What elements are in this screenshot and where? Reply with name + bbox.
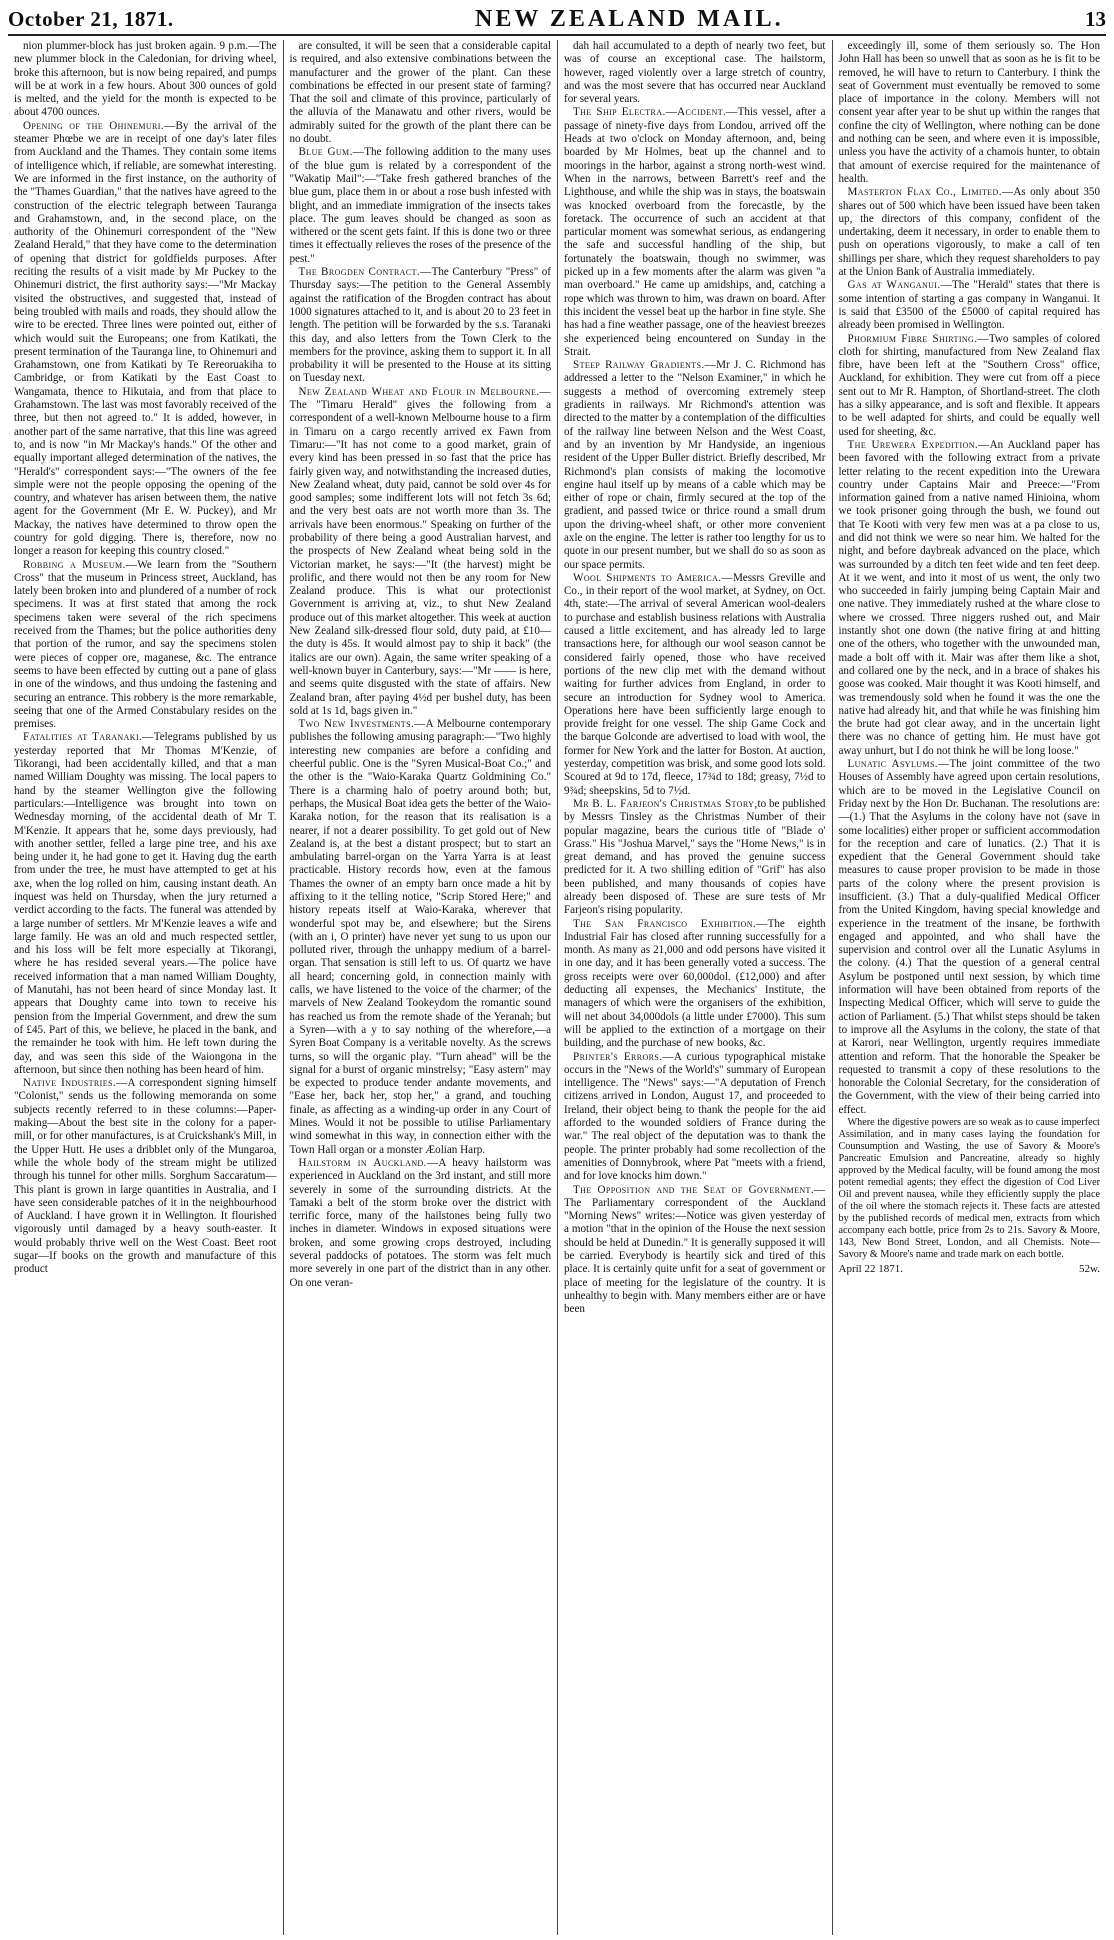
article-heading: Mr B. L. Farjeon's Christmas Story, (573, 797, 758, 810)
article-paragraph (290, 386, 552, 718)
article-heading: Fatalities at Taranaki.— (23, 731, 154, 744)
article-text: By the arrival of the steamer Phœbe we are in receipt of one day's later files from Auckland and the Thames. They contain some items of intelligence which, if reliable, are somewhat interesting. We are informed in the first instance, on the authority of the "Thames Guardian," that the natives have agreed to the construction of the electric telegraph between Tauranga and Grahamstown, and, in the second place, on the authority of the Ohinemuri correspondent of the "New Zealand Herald," that they have come to the determination of opening that district for goldfields purposes. After reciting the results of a visit made by Mr Puckey to the Ohinemuri district, the first authority says:—"Mr Mackay visited the obstructives, and suggested that, instead of being troubled with mails and roads, they should allow the wire to be erected. Three lines were pointed out, either of which would suit the Europeans; one from Katikati, the present termination of the Tauranga line, to Ohinemuri and Grahamstown, one from Katikati by Te Rereoruakiha to Cambridge, or from Katikati by the East Coast to Wangamata, thence to Hikutaia, and from that place to Grahamstown. The last was most favorably received of the three, but then not agreed to." It is added, however, in another part of the same narrative, that this line was agreed to, and is now "in Mr Mackay's hands." Of the other and equally important alleged determination of the natives, the "Herald's" correspondent says:—"The owners of the fee simple were not the people opposing the opening of the country, and whatever has arisen between them, the native agent for the Government (Mr E. W. Puckey), and Mr Mackay, the natives have determined to throw open the country for gold digging. There is, therefore, now no longer a reason for keeping this country closed." (14, 119, 277, 558)
article-paragraph (564, 359, 826, 572)
article-heading: The Ship Electra.—Accident.— (573, 106, 738, 119)
column-3 (557, 40, 832, 1935)
article-text: Telegrams published by us yesterday reported that Mr Thomas M'Kenzie, of Tikorangi, had been accidentally killed, and that a man named William Doughty was missing. The local papers to hand by the steamer Wellington give the following particulars:—Intelligence was brought into town on Wednesday morning, of the accidental death of Mr T. M'Kenzie. It appears that he, some days previously, had with another settler, felled a large pine tree, and his axe being under it, he had gone to get it. Having dug the earth from under the tree, he must have attempted to get at his axe, when the log rolled on him, causing instant death. An inquest was held on Thursday, when the jury returned a verdict according to the facts. The funeral was attended by a large number of settlers. Mr M'Kenzie leaves a wife and large family. He was an old and much respected settler, and his loss will be felt more especially at Tikorangi, where he has resided several years.—The police have received information that a man named William Doughty, of Manutahi, has not been heard of since Monday last. It appears that Doughty came into town to receive his pension from the Imperial Government, and drew the sum of £45. Part of this, we believe, he placed in the bank, and the remainder he took with him. He left town during the day, and was seen this side of the Waiongona in the afternoon, but since then nothing has been heard of him. (14, 731, 277, 1076)
article-text: nion plummer-block has just broken again. 9 p.m.—The new plummer block in the Caledonian, for driving wheel, broke this afternoon, but is now being repaired, and pumps will be at work in a few hours. About 300 ounces of gold is melted, and the yield for the month is expected to be about 4700 ounces. (14, 40, 277, 119)
article-heading: New Zealand Wheat and Flour in Melbourne.— (298, 385, 551, 398)
article-heading: Blue Gum.— (298, 146, 365, 159)
article-paragraph (14, 559, 277, 732)
article-text: Messrs Greville and Co., in their report of the wool market, at Sydney, on Oct. 4th, state:—The arrival of several American wool-dealers to purchase and establish business relations with Australia caused a little excitement, and has already led to large transactions here, for although our wool season cannot be considered fairly opened, those who have received portions of the new clip met with the demand without waiting for further advices from England, in order to secure an introduction for Sydney wool to America. Operations here have been sufficiently large enough to provide freight for one vessel. The ship Game Cock and the barque Golconde are advertised to load with wool, the former for New York and the latter for Boston. At auction, yesterday, competition was brisk, and some good lots sold. Scoured at 9d to 17d, fleece, 17¾d to 18d; greasy, 7½d to 9¾d; sheepskins, 5d to 7½d. (564, 571, 826, 797)
article-paragraph (290, 718, 552, 1157)
article-paragraph (564, 572, 826, 798)
article-text: As only about 350 shares out of 500 which have been issued have been taken up, the directors of this company, confident of the undertaking, deem it necessary, in order to enable them to push on operations vigorously, to make a call of ten shillings per share, which they request shareholders to pay at the Union Bank of Australia immediately. (838, 186, 1100, 279)
article-paragraph (290, 266, 552, 386)
article-text: A heavy hailstorm was experienced in Auckland on the 3rd instant, and still more severely in some of the surrounding districts. At the Tamaki a belt of the storm broke over the district with terrific force, many of the hailstones being fully two inches in diameter. Windows in exposed situations were broken, and some growing crops destroyed, including several paddocks of potatoes. The storm was felt much more severely in one part of the district than in any other. On one veran- (289, 1156, 551, 1289)
article-paragraph (564, 798, 826, 918)
article-paragraph (564, 918, 826, 1051)
article-heading: Robbing a Museum.— (23, 558, 138, 571)
article-heading: Native Industries.— (23, 1077, 128, 1090)
page-number: 13 (1085, 6, 1106, 31)
article-text: The following addition to the many uses of the blue gum is related by a correspondent of the "Wakatip Mail":—"Take fresh gathered branches of the blue gum, place them in or about a rose bush infested with blight, and an immediate immigration of the insects takes place. The gum leaves should be changed as soon as withered or the scent gets faint. If this is done two or three times it effectually relieves the roses of the presence of the pest." (289, 146, 551, 265)
column-1 (8, 40, 283, 1935)
article-text: dah hail accumulated to a depth of nearly two feet, but was of course an exceptional case. The hailstorm, however, raged violently over a large stretch of country, and was the most severe that has occurred near Auckland for several years. (564, 40, 826, 106)
article-text: The eighth Industrial Fair has closed after running successfully for a month. As many as 21,000 and odd persons have visited it in one day, and it has been generally voted a success. The gross receipts were over 60,000dol. (£12,000) and after deducting all expenses, the Mechanics' Institute, the managers of which were the organisers of the exhibition, will net about 34,000dols (a little under £7000). This sum will be applied to the extinction of a mortgage on their building, and the purchase of new books, &c. (564, 917, 826, 1050)
article-heading: Phormium Fibre Shirting.— (847, 332, 989, 345)
advertisement-code: 52w. (1079, 1263, 1100, 1276)
article-paragraph (839, 186, 1101, 279)
article-text: Mr J. C. Richmond has addressed a letter to the "Nelson Examiner," in which he suggests a method of overcoming extremely steep gradients in railways. Mr Richmond's attention was directed to the matter by a contemplation of the difficulties of the railway line between Nelson and the West Coast, and by an invention by Mr Handyside, an ingenious resident of the Upper Buller district. Briefly described, Mr Richmond's plan consists of making the locomotive engine haul itself up by means of a cable which may be either of rope or chain, firmly secured at the top of the gradient, and passed twice or thrice round a small drum upon the driving-wheel shaft, or other more convenient axle on the engine. The letter is rather too lengthy for us to quote in our present number, but we shall do so as soon as our space permits. (564, 359, 826, 571)
column-4 (832, 40, 1107, 1935)
article-text: A Melbourne contemporary publishes the following amusing paragraph:—"Two highly interesting new companies are before a confiding and cheerful public. One is the "Syren Musical-Boat Co.;" and the other is the "Waio-Karaka Quartz Goldmining Co." There is a charming halo of poetry around both; but, perhaps, the Musical Boat idea gets the better of the Waio-Karaka notion, for the reason that its realisation is a nearer, if not a dearer possibility. To get gold out of New Zealand is, at the best a distant prospect; but to start an ambulating barrel-organ on the Yarra Yarra is at least practicable. History records how, even at the famous Thames the owner of an empty barn once made a hit by affixing to it the telling notice, "Scrip Stored Here;" and history repeats itself at Waio-Karaka, wherever that wonderful spot may be, and elsewhere; but the Sirens (with an i, O printer) have never yet sung to us upon our polluted river, through the unhappy medium of a barrel-organ. That sensation is still left to us. Of quartz we have all heard; concerning gold, in connection mainly with calls, we have listened to the voice of the charmer; of the marvels of New Zealand Tookeydom the romantic sound has reached us from the remote shade of the Yeranah; but a Syren—with a y to say nothing of the wherefore,—a Syren Boat Company is a veritable novelty. As the screws turns, so will the organic play. "Turn ahead" will be the signal for a burst of organic minstrelsy; "Easy astern" may be expected to produce tender andante movements, and "Ease her, back her, stop her," a grand, and touching finale, as affecting as a winding-up order in any Court of Mines. Would it not be possible to utilise Parliamentary wind somewhat in this way, in connection either with the Town Hall organ or a monster Æolian Harp. (289, 718, 551, 1156)
article-paragraph (564, 1051, 826, 1184)
article-heading: Printer's Errors.— (573, 1050, 674, 1063)
article-text: The joint committee of the two Houses of Assembly have agreed upon certain resolutions, which are to be moved in the Legislative Council on Friday next by the Hon Dr. Buchanan. The resolutions are:—(1.) That the Asylums in the colony have not (save in some localities) either proper or sufficient accommodation for the reception and care of lunatics. (2.) That it is expedient that the General Government should take measures to cause proper provision to be made in those parts of the colony where the present provision is insufficient. (3.) That a duly-qualified Medical Officer from the United Kingdom, having special knowledge and experience in the treatment of the insane, be forthwith engaged and appointed, and who shall have the supervision and control over all the Lunatic Asylums in the colony. (4.) That the question of a general central Asylum be postponed until next session, by which time information will have been obtained from reports of the Inspecting Medical Officer, which will serve to guide the action of Parliament. (5.) That whilst steps should be taken to improve all the Asylums in the colony, the state of that at Karori, near Wellington, urgently requires immediate attention and reform. That the honorable the Speaker be requested to transmit a copy of these resolutions to the honorable the Colonial Secretary, for the consideration of the Government, with the view of their being carried into effect. (838, 758, 1100, 1116)
article-paragraph (14, 731, 277, 1077)
article-heading: The San Francisco Exhibition.— (573, 917, 768, 930)
article-heading: Masterton Flax Co., Limited.— (847, 186, 1014, 199)
article-heading: Gas at Wanganui.— (847, 279, 953, 292)
column-2 (283, 40, 558, 1935)
issue-date: October 21, 1871. (8, 6, 174, 31)
article-paragraph (290, 146, 552, 266)
article-heading: The Opposition and the Seat of Government.— (573, 1183, 826, 1196)
article-columns (8, 40, 1106, 1935)
article-paragraph (14, 40, 277, 120)
article-paragraph (839, 333, 1101, 439)
article-paragraph (564, 106, 826, 359)
article-paragraph (564, 40, 826, 106)
article-heading: Steep Railway Gradients.— (573, 359, 717, 372)
article-text: The "Timaru Herald" gives the following from a correspondent of a well-known Melbourne house to a firm in Timaru on a cargo recently arrived ex Fawn from Timaru:—"It has not come to a good market, grain of every kind has been pressed in so fast that the price has fairly given way, and notwithstanding the increased duties, New Zealand wheat, duty paid, cannot be sold over 4s for good samples; some indifferent lots will not fetch 3s 6d; and the very best oats are not worth more than 3s. The arrivals have been enormous." Speaking on further of the probability of there being a good Australian harvest, and the prospects of New Zealand wheat being sold in the Victorian market, he says:—"It (the harvest) might be prolific, and there would not then be any room for New Zealand produce. This is what our protectionist Government is arriving at, viz., to shut New Zealand produce out of this market altogether. This week at auction New Zealand silk-dressed flour sold, duty paid, at £10—the duty is 45s. It would almost pay to ship it back" (the italics are our own). Again, the same writer speaking of a well-known buyer in Canterbury, says:—"Mr —— is here, and seems quite disgusted with the state of affairs. New Zealand bran, after paying 4½d per bushel duty, has been sold at 1s 1d, bags given in." (289, 399, 551, 717)
article-text: A correspondent signing himself "Colonist," sends us the following memoranda on some subjects recently referred to in these columns:—Paper-making—About the best site in the colony for a paper-mill, or for other manufactures, is at Cruickshank's Mill, in the Upper Hutt. He uses a dribblet only of the Mungaroa, while the whole body of the stream might be utilized through his tunnel for other mills. Sorghum Saccaratum—This plant is grown in large quantities in Australia, and I have seen considerable patches of it in the neighbourhood of Auckland. I have grown it in Wellington. It flourished vigorously until damaged by a heavy south-easter. It would probably thrive well on the West Coast. Beet root sugar—If books on the growth and manufacture of this product (14, 1077, 277, 1276)
article-paragraph (839, 40, 1101, 186)
article-text: A curious typographical mistake occurs in the "News of the World's" summary of European intelligence. The "News" says:—"A deputation of French citizens arrived in London, August 17, and proceeded to Ireland, their object being to thank the people for the aid afforded to the wounded soldiers of France during the war." The real object of the deputation was to thank the people. The printer probably had some recollection of the amenities of Donnybrook, where Pat "meets with a friend, and for love knocks him down." (564, 1050, 826, 1183)
article-paragraph (14, 1077, 277, 1276)
advertisement-text: Where the digestive powers are so weak as to cause imperfect Assimilation, and in many cases laying the foundation for Counsumption and Wasting, the use of Savory & Moore's Pancreatic Emulsion and Pancreatine, already so highly approved by the Medical faculty, will be found among the most potent remedial agents; they effect the digestion of Cod Liver Oil and prevent nausea, while they efficiently supply the place of the oil where the stomach rejects it. These facts are attested by the published records of medical men, extracts from which accompany each bottle, price from 2s to 21s. Savory & Moore, 143, New Bond Street, London, and all Chemists. Note—Savory & Moore's name and trade mark on each bottle. (838, 1117, 1100, 1261)
article-paragraph (290, 1157, 552, 1290)
article-paragraph (839, 279, 1101, 332)
article-text: The Canterbury "Press" of Thursday says:—The petition to the General Assembly against the ratification of the Brogden contract has about 1000 signatures attached to it, and is about 20 to 23 feet in length. The petition will be forwarded by the s.s. Taranaki this day, and also letters from the Town Clerk to the members for the province, asking them to support it. In all probability it will be presented to the House at its sitting on Tuesday next. (289, 266, 551, 385)
article-text: exceedingly ill, some of them seriously so. The Hon John Hall has been so unwell that as soon as he is fit to be removed, he will have to return to Canterbury. I think the seat of Government must eventually be removed to some place of importance in the colony. Members will not consent year after year to be shut up within the ranges that confine the city of Wellington, where nothing can be done and nothing can be seen, and where even it is impossible, unless you have the activity of a chamois hunter, to obtain that amount of exercise required for the maintenance of health. (838, 40, 1100, 185)
article-heading: The Urewera Expedition.— (847, 438, 990, 451)
article-heading: Hailstorm in Auckland.— (298, 1156, 439, 1169)
article-heading: Lunatic Asylums.— (847, 758, 950, 771)
advertisement-date: April 22 1871. (838, 1263, 903, 1276)
article-text: This vessel, after a passage of ninety-five days from Londou, arrived off the Heads at two o'clock on Monday afternoon, and, being boarded by Mr Holmes, beat up the channel and to moorings in the harbor, against a strong north-west wind. When in the narrows, between Barrett's reef and the Lighthouse, and while the ship was in stays, the boatswain was knocked overboard from the forecastle, by the foretack. The occurrence of such an accident at that particular moment was somewhat serious, as endangering the safe and successful handling of the ship, but fortunately the boatswain, though no swimmer, was picked up in a few moments after the alarm was given "a man overboard." He came up amidships, and, catching a rope which was thrown to him, was drawn on board. After this incident the vessel beat up the harbor in fine style. She has had a fine weather passage, one of the heaviest breezes she experienced being encountered on Sunday in the Strait. (564, 106, 826, 358)
article-heading: Two New Investments.— (298, 718, 426, 731)
article-text: The "Herald" states that there is some intention of starting a gas company in Wanganui. It is said that £3500 of the £5000 of capital required has already been promised in Wellington. (838, 279, 1100, 332)
article-paragraph (564, 1184, 826, 1317)
article-paragraph (14, 120, 277, 559)
article-paragraph (839, 439, 1101, 758)
article-text: to be published by Messrs Tinsley as the Christmas Number of their popular magazine, bears the curious title of "Blade o' Grass." His "Joshua Marvel," says the "Home News," is in great demand, and has proved the genuine success predicted for it. A two shilling edition of "Grif" has also been published, and many thousands of copies have already been disposed of. These are sure tests of Mr Farjeon's rising popularity. (564, 797, 826, 917)
article-heading: The Brogden Contract.— (298, 266, 432, 279)
article-text: The Parliamentary correspondent of the Auckland "Morning News" writes:—Notice was given yesterday of a motion "that in the opinion of the House the next session should be held at Dunedin." It is generally supposed it will be carried. Everybody is heartily sick and tired of this place. It is certainly quite unfit for a seat of government or place of meeting for the legislature of the country. It is unhealthy to begin with. Many members either are or have been (564, 1196, 826, 1316)
article-paragraph (290, 40, 552, 146)
article-text: are consulted, it will be seen that a considerable capital is required, and also extensive combinations between the manufacturer and the grower of the plant. Can these combinations be effected in our present state of farming? That the soil and climate of this province, particularly of the alluvia of the Manawatu and other rivers, would be admirably suited for the growth of the plant there can be no doubt. (289, 40, 551, 146)
article-text: Two samples of colored cloth for shirting, manufactured from New Zealand flax fibre, have been left at the "Southern Cross" office, Auckland, for exhibition. They were cut from off a piece sent out to Mr R. Hampton, of Shortland-street. The cloth has a silky appearance, and is soft and flexible. It appears to be well adapted for shirts, and could be equally well used for sheeting, &c. (838, 332, 1100, 438)
article-heading: Wool Shipments to America.— (573, 571, 733, 584)
masthead (8, 4, 1106, 36)
advertisement-footer (839, 1263, 1101, 1276)
article-text: We learn from the "Southern Cross" that the museum in Princess street, Auckland, has lately been broken into and plundered of a number of rock specimens. It was at first stated that among the rock specimens taken were several of the rich specimens received from the Thames; but the police authorities deny that portion of the rumor, and say the specimens stolen were pieces of copper ore, maganese, &c. The entrance seems to have been effected by cutting out a pane of glass in one of the windows, and thus undoing the fastening and securing an entrance. This robbery is the more remarkable, seeing that one of the Armed Constabulary resides on the premises. (14, 558, 277, 731)
article-paragraph (839, 758, 1101, 1117)
article-heading: Opening of the Ohinemuri.— (23, 119, 176, 132)
article-text: An Auckland paper has been favored with the following extract from a private letter relating to the recent expedition into the Urewara country under Captains Mair and Preece:—"From information gained from a native named Hinioina, whom we took prisoner going through the bush, we found out that Te Kooti with very few men was at a pa close to us, and did not think we were so near him. We halted for the night, and before daybreak advanced on the place, which was surrounded by a ditch ten feet wide and ten feet deep. At it we went, and into it most of us went, the only two who succeeded in fairly jumping being Captain Mair and one native. They immediately rushed at the whare close to where we crossed. Three niggers rushed out, and Mair instantly shot one down (the native firing at and hitting one of the others, who together with the unwounded man, made a bolt off with it. Mair was after them like a shot, and collared one by the neck, and in a brace of shakes his goose was cooked. Mair thought it was Kooti himself, and was tremendously sold when he found it was the one the native had already hit, and that while he was finishing him the brute had got clear away, and in the uncertain light there was no chance of getting him. He must have got away unhurt, but I do not think he will be long loose." (838, 438, 1100, 757)
newspaper-title: NEW ZEALAND MAIL. (475, 5, 784, 32)
advertisement (839, 1117, 1101, 1276)
